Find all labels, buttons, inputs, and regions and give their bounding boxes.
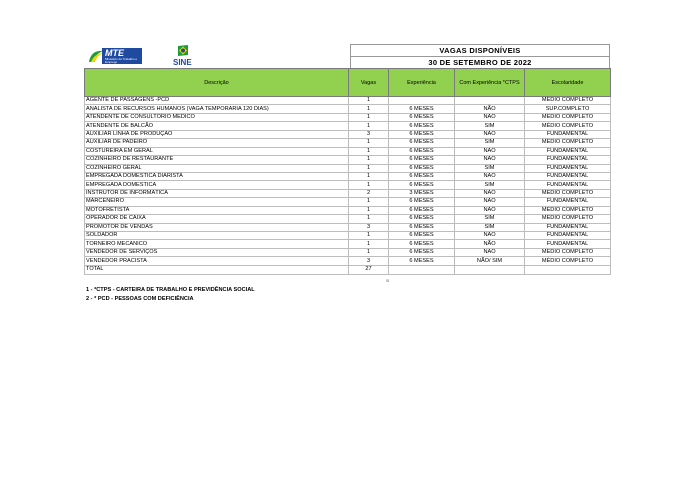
report-date: 30 DE SETEMBRO DE 2022 [350,56,610,68]
cell-ctps: SIM [455,122,525,130]
cell-experiencia: 6 MESES [389,156,455,164]
cell-escolaridade: FUNDAMENTAL [525,198,611,206]
sheet-header [84,44,610,68]
cell-ctps: SIM [455,164,525,172]
cell-vagas: 1 [349,172,389,180]
total-row [85,265,611,274]
table-row [85,172,611,180]
cell-vagas: 3 [349,130,389,138]
cell-ctps: NÃO [455,147,525,155]
total-value: 27 [349,265,389,274]
cell-descricao: OPERADOR DE CAIXA [85,215,349,223]
cell-escolaridade: SUP.COMPLETO [525,105,611,113]
column-header-ctps: Com Experiência *CTPS [455,69,525,97]
table-row [85,130,611,138]
table-row [85,215,611,223]
cell-experiencia: 6 MESES [389,206,455,214]
cell-vagas: 1 [349,97,389,105]
cell-escolaridade: FUNDAMENTAL [525,223,611,231]
cell-descricao: MARCENEIRO [85,198,349,206]
cell-escolaridade: MÉDIO COMPLETO [525,122,611,130]
table-row [85,206,611,214]
table-body [85,97,611,266]
cell-ctps: SIM [455,139,525,147]
cell-ctps: SIM [455,223,525,231]
cell-experiencia: 6 MESES [389,164,455,172]
cell-vagas: 1 [349,215,389,223]
table-row [85,223,611,231]
cell-experiencia: 6 MESES [389,122,455,130]
cell-experiencia: 6 MESES [389,181,455,189]
total-label: TOTAL [85,265,349,274]
cell-ctps: NÃO [455,113,525,121]
table-row [85,198,611,206]
mte-logo-box [102,48,142,64]
cell-escolaridade: FUNDAMENTAL [525,130,611,138]
cell-vagas: 1 [349,206,389,214]
column-header-experiencia: Experiência [389,69,455,97]
cell-descricao: PROMOTOR DE VENDAS [85,223,349,231]
cell-ctps: NÃO [455,105,525,113]
cell-descricao: INSTRUTOR DE INFORMÁTICA [85,189,349,197]
sine-logo-text: SINE [173,58,192,67]
cell-vagas: 1 [349,156,389,164]
cell-vagas: 1 [349,113,389,121]
cell-ctps: NÃO [455,248,525,256]
brazil-flag-icon [176,44,190,58]
cell-experiencia: 6 MESES [389,257,455,265]
cell-descricao: AUXILIAR LINHA DE PRODUÇÃO [85,130,349,138]
cell-vagas: 1 [349,105,389,113]
cell-escolaridade: MÉDIO COMPLETO [525,257,611,265]
cell-experiencia: 6 MESES [389,105,455,113]
table-row [85,189,611,197]
table-row [85,232,611,240]
cell-descricao: EMPREGADA DOMESTICA DIARISTA [85,172,349,180]
mte-logo-text: MTE [105,48,124,58]
cell-vagas: 1 [349,147,389,155]
cell-escolaridade: FUNDAMENTAL [525,240,611,248]
cell-escolaridade: FUNDAMENTAL [525,164,611,172]
table-row [85,97,611,105]
cell-ctps: NÃO [455,156,525,164]
total-empty-cell [525,265,611,274]
cell-vagas: 2 [349,189,389,197]
cell-descricao: VENDEDOR DE SERVIÇOS [85,248,349,256]
sine-logo [172,44,198,68]
table-row [85,105,611,113]
cell-escolaridade: MÉDIO COMPLETO [525,248,611,256]
table-row [85,257,611,265]
cell-vagas: 1 [349,248,389,256]
cell-descricao: COZINHEIRO DE RESTAURANTE [85,156,349,164]
cell-vagas: 1 [349,232,389,240]
cell-ctps [455,97,525,105]
cell-experiencia: 6 MESES [389,139,455,147]
cell-experiencia: 3 MESES [389,189,455,197]
cell-ctps: NÃO [455,172,525,180]
cell-descricao: TORNEIRO MECANICO [85,240,349,248]
table-row [85,122,611,130]
cell-escolaridade: FUNDAMENTAL [525,232,611,240]
total-empty-cell [389,265,455,274]
cell-ctps: NÃO [455,232,525,240]
cell-ctps: NÃO [455,189,525,197]
cell-experiencia: 6 MESES [389,198,455,206]
cell-experiencia: 6 MESES [389,215,455,223]
cell-experiencia: 6 MESES [389,248,455,256]
cell-descricao: AGENTE DE PASSAGENS -PCD [85,97,349,105]
cell-descricao: VENDEDOR PRACISTA [85,257,349,265]
table-row [85,156,611,164]
column-header-descricao: Descrição [85,69,349,97]
cell-escolaridade: MEDIO COMPLETO [525,113,611,121]
cell-escolaridade: MÉDIO COMPLETO [525,215,611,223]
cell-vagas: 1 [349,198,389,206]
cell-experiencia: 6 MESES [389,130,455,138]
cell-ctps: SIM [455,215,525,223]
footnote-ctps: 1 - *CTPS - CARTEIRA DE TRABALHO E PREVIDÊNCIA SOCIAL [86,287,255,293]
cell-descricao: AUXILIAR DE PADEIRO [85,139,349,147]
cell-experiencia: 6 MESES [389,240,455,248]
logos-area [84,44,350,68]
cell-vagas: 1 [349,122,389,130]
cell-vagas: 1 [349,181,389,189]
cell-vagas: 3 [349,257,389,265]
cell-escolaridade: MÉDIO COMPLETO [525,139,611,147]
cell-escolaridade: FUNDAMENTAL [525,156,611,164]
cell-experiencia: 6 MESES [389,232,455,240]
cell-escolaridade: MÉDIO COMPLETO [525,97,611,105]
cell-vagas: 1 [349,139,389,147]
table-row [85,240,611,248]
cell-escolaridade: MÉDIO COMPLETO [525,206,611,214]
cell-ctps: NÃO [455,130,525,138]
cell-descricao: COSTUREIRA EM GERAL [85,147,349,155]
table-row [85,147,611,155]
title-block [350,44,610,68]
cell-experiencia: 6 MESES [389,172,455,180]
cell-descricao: ANALISTA DE RECURSOS HUMANOS (VAGA TEMPORARIA 120 DIAS) [85,105,349,113]
cell-vagas: 3 [349,223,389,231]
table-header-row [85,69,611,97]
cell-escolaridade: FUNDAMENTAL [525,147,611,155]
cell-experiencia: 6 MESES [389,113,455,121]
table-row [85,181,611,189]
cell-ctps: NÃO [455,206,525,214]
cell-ctps: NÃO/ SIM [455,257,525,265]
vagas-sheet [84,44,610,275]
table-row [85,113,611,121]
footnote-pcd: 2 - * PCD - PESSOAS COM DEFICIÊNCIA [86,296,194,302]
cell-escolaridade: FUNDAMENTAL [525,172,611,180]
mte-logo [86,46,144,66]
column-header-vagas: Vagas [349,69,389,97]
total-empty-cell [455,265,525,274]
cell-experiencia: 6 MESES [389,147,455,155]
footnotes [86,286,255,304]
cell-escolaridade: FUNDAMENTAL [525,181,611,189]
page-title: VAGAS DISPONÍVEIS [350,44,610,56]
cell-descricao: SOLDADOR [85,232,349,240]
cell-descricao: ATENDENTE DE CONSULTÓRIO MÉDICO [85,113,349,121]
table-row [85,164,611,172]
footnote-mark: SI [386,279,390,283]
vacancies-table [84,68,611,275]
column-header-escolaridade: Escolaridade [525,69,611,97]
mte-logo-subtext: Ministério do Trabalho e Emprego [105,57,138,64]
cell-descricao: ATENDENTE DE BALCÃO [85,122,349,130]
cell-vagas: 1 [349,240,389,248]
cell-experiencia [389,97,455,105]
cell-descricao: EMPREGADA DOMESTICA [85,181,349,189]
cell-ctps: NÃO [455,198,525,206]
cell-ctps: SIM [455,181,525,189]
table-row [85,139,611,147]
cell-ctps: NÃO [455,240,525,248]
cell-experiencia: 6 MESES [389,223,455,231]
table-row [85,248,611,256]
cell-vagas: 1 [349,164,389,172]
cell-descricao: COZINHEIRO GERAL [85,164,349,172]
cell-escolaridade: MÉDIO COMPLETO [525,189,611,197]
cell-descricao: MOTOFRETISTA [85,206,349,214]
